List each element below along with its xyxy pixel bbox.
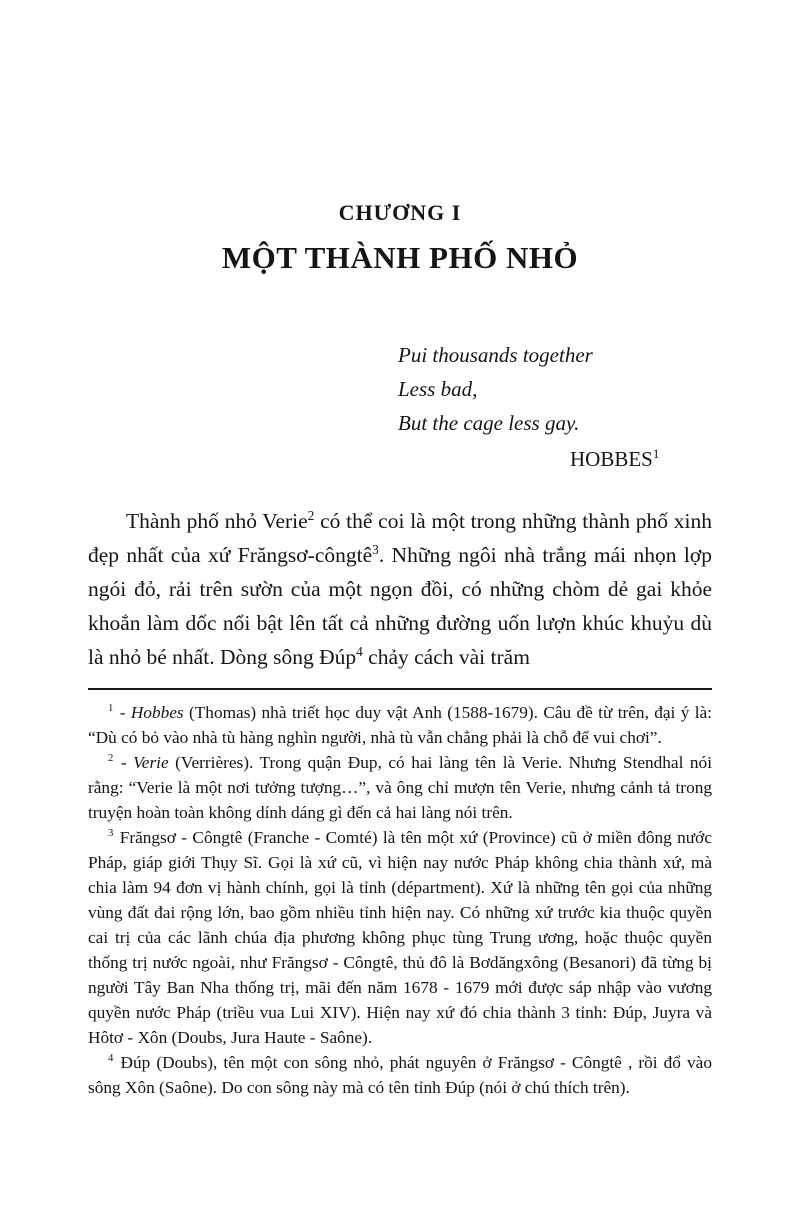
chapter-label: CHƯƠNG I	[338, 200, 462, 225]
body-text: . Những ngôi nhà trắng mái nhọn lợp ngói đỏ, rải trên sườn của một ngọn đồi, có những chòm dẻ gai khỏe khoắn làm dốc nổi bật lên tất cả những đường uốn lượn khúc khuỷu dù là nhỏ bé nhất. Dòng sông Đúp	[88, 543, 712, 669]
epigraph-attribution	[570, 442, 712, 476]
footnote-text: Frăngsơ - Côngtê (Franche - Comté) là tên một xứ (Province) cũ ở miền đông nước Pháp, giáp giới Thụy Sĩ. Gọi là xứ cũ, vì hiện nay nước Pháp không chia thành xứ, mà chia làm 94 đơn vị hành chính, gọi là tỉnh (départment). Xứ là những tên gọi của những vùng đất đai rộng lớn, bao gồm nhiều tỉnh hiện nay. Có những xứ trước kia thuộc quyền cai trị của các lãnh chúa địa phương không phục tùng Trung ương, hoặc thuộc quyền thống trị nước ngoài, như Frăngsơ - Côngtê, thủ đô là Bơdăngxông (Besanori) đã từng bị người Tây Ban Nha thống trị, mãi đến năm 1678 - 1679 mới được sáp nhập vào vương quyền nước Pháp (triều vua Lui XIV). Hiện nay xứ đó chia thành 3 tỉnh: Đúp, Juyra và Hôtơ - Xôn (Doubs, Jura Haute - Saône).	[88, 828, 712, 1047]
epigraph-line: Pui thousands together	[398, 343, 593, 367]
body-text: chảy cách vài trăm	[362, 645, 530, 669]
footnote-marker: 4	[108, 1052, 114, 1065]
body-text: có thể coi là một trong những thành phố xinh đẹp nhất của xứ Frăngsơ-côngtê	[88, 509, 712, 567]
footnote-ref-2: 2	[307, 507, 315, 523]
footnote-ref-4: 4	[356, 643, 363, 659]
footnote-ref-3: 3	[372, 541, 379, 557]
footnote-text: (Verrières). Trong quận Đup, có hai làng tên là Verie. Nhưng Stendhal nói rằng: “Verie là một nơi tưởng tượng…”, và ông chỉ mượn tên Verie, nhưng cảnh tả trong truyện hoàn toàn không dính dáng gì đến cả hai làng nói trên.	[88, 753, 712, 822]
footnote-lead: -	[114, 703, 131, 722]
footnote-term: Hobbes	[130, 703, 184, 722]
footnote-term: Verie	[133, 753, 169, 772]
footnote-text: Đúp (Doubs), tên một con sông nhỏ, phát nguyên ở Frăngsơ - Côngtê , rồi đổ vào sông Xôn (Saône). Do con sông này mà có tên tỉnh Đúp (nói ở chú thích trên).	[88, 1053, 712, 1097]
epigraph-author: HOBBES	[570, 447, 653, 471]
footnote-2	[88, 750, 712, 825]
footnote-4	[88, 1050, 712, 1100]
footnote-ref-1: 1	[652, 446, 660, 461]
footnote-marker: 1	[108, 702, 114, 715]
footnote-1	[88, 700, 712, 750]
epigraph	[398, 338, 712, 476]
footnote-text: (Thomas) nhà triết học duy vật Anh (1588-1679). Câu đề từ trên, đại ý là: “Dù có bỏ vào nhà tù hàng nghìn người, nhà tù vẫn chẳng phải là chỗ để vui chơi”.	[88, 703, 712, 747]
epigraph-line: But the cage less gay.	[398, 411, 580, 435]
footnote-divider	[88, 688, 712, 690]
footnote-lead: -	[114, 753, 134, 772]
body-paragraph	[88, 504, 712, 674]
footnote-3	[88, 825, 712, 1050]
footnote-marker: 2	[108, 752, 114, 765]
footnotes-section	[88, 700, 712, 1100]
body-text: Thành phố nhỏ Verie	[126, 509, 308, 533]
epigraph-line: Less bad,	[398, 377, 478, 401]
footnote-marker: 3	[108, 827, 114, 840]
page-title: MỘT THÀNH PHỐ NHỎ	[221, 240, 579, 275]
